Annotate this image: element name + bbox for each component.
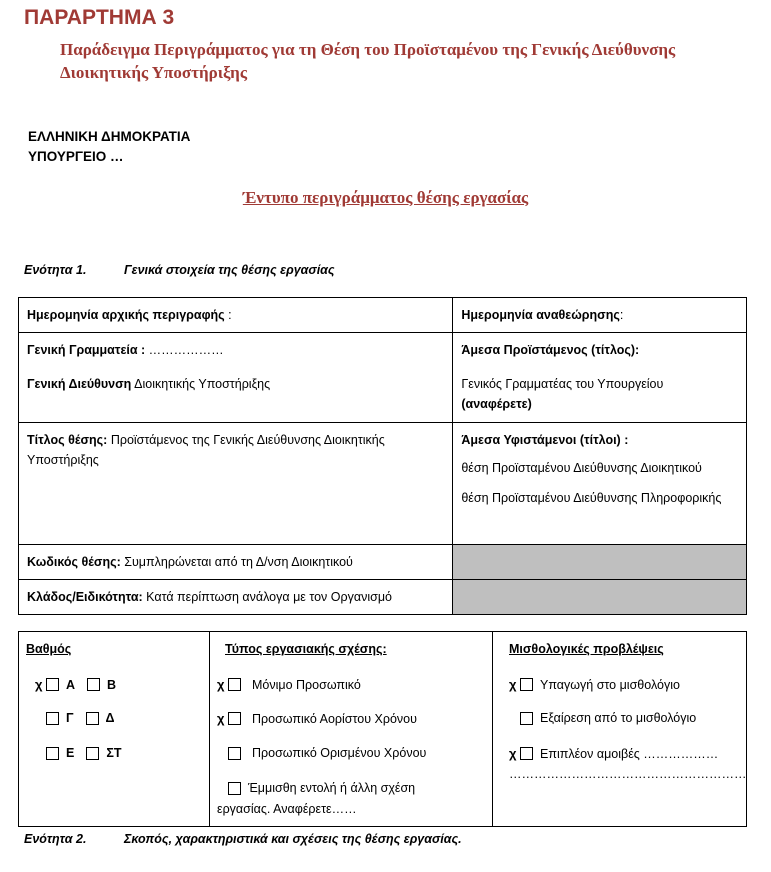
position-code-cell bbox=[19, 545, 453, 580]
employment-option-4 bbox=[217, 781, 415, 795]
subordinate-2: θέση Προϊσταμένου Διεύθυνσης Πληροφορικής bbox=[461, 491, 722, 505]
employment-option-1-label: Μόνιμο Προσωπικό bbox=[252, 677, 361, 692]
salary-option-1-checkbox[interactable] bbox=[520, 678, 533, 691]
initial-date-colon: : bbox=[224, 308, 232, 322]
review-date-cell bbox=[453, 298, 747, 333]
grade-d-checkbox[interactable] bbox=[86, 712, 99, 725]
subordinate-1: θέση Προϊσταμένου Διεύθυνσης Διοικητικού bbox=[461, 461, 702, 475]
general-directorate-label: Γενική Διεύθυνση bbox=[27, 377, 132, 391]
salary-option-2-label: Εξαίρεση από το μισθολόγιο bbox=[540, 711, 697, 725]
subordinates-label: Άμεσα Υφιστάμενοι (τίτλοι) : bbox=[461, 433, 629, 447]
employment-option-2-label: Προσωπικό Αορίστου Χρόνου bbox=[252, 711, 417, 726]
general-secretariat-label: Γενική Γραμματεία : bbox=[27, 343, 146, 357]
section-2-heading bbox=[24, 832, 462, 846]
employment-option-4-continued: εργασίας. Αναφέρετε…… bbox=[217, 802, 357, 816]
employment-option-3 bbox=[217, 746, 426, 760]
grade-row-2 bbox=[35, 711, 127, 725]
salary-option-2 bbox=[509, 711, 696, 725]
document-subtitle: Παράδειγμα Περιγράμματος για τη Θέση του Προϊσταμένου της Γενικής Διεύθυνσης Διοικητικής Υποστήριξης bbox=[60, 40, 676, 82]
grade-a-checkbox[interactable] bbox=[46, 678, 59, 691]
review-date-colon: : bbox=[619, 308, 624, 322]
grade-e-checkbox[interactable] bbox=[46, 747, 59, 760]
branch-cell bbox=[19, 580, 453, 615]
review-date-label: Ημερομηνία αναθεώρησης bbox=[461, 308, 620, 322]
grade-d-label: Δ bbox=[105, 711, 115, 725]
employment-type-heading: Τύπος εργασιακής σχέσης: bbox=[225, 642, 387, 656]
direct-superior-note: (αναφέρετε) bbox=[461, 397, 532, 411]
branch-value: Κατά περίπτωση ανάλογα με τον Οργανισμό bbox=[142, 590, 392, 604]
employment-option-4-checkbox[interactable] bbox=[228, 782, 241, 795]
employment-option-1-check-mark: χ bbox=[217, 677, 225, 692]
employment-option-1 bbox=[217, 677, 361, 692]
general-directorate-value: Διοικητικής Υποστήριξης bbox=[131, 377, 271, 391]
section-1-title: Γενικά στοιχεία της θέσης εργασίας bbox=[124, 263, 335, 277]
branch-label: Κλάδος/Ειδικότητα: bbox=[27, 590, 143, 604]
salary-option-3-checkbox[interactable] bbox=[520, 747, 533, 760]
ministry-heading: ΥΠΟΥΡΓΕΙΟ … bbox=[28, 149, 124, 164]
employment-option-3-label: Προσωπικό Ορισμένου Χρόνου bbox=[252, 746, 427, 760]
salary-option-3-continued: ………………………………………………… bbox=[509, 767, 747, 781]
employment-option-2 bbox=[217, 711, 417, 726]
salary-option-1-label: Υπαγωγή στο μισθολόγιο bbox=[540, 677, 680, 692]
position-code-shaded-cell bbox=[453, 545, 747, 580]
salary-column bbox=[492, 632, 746, 826]
employment-type-column bbox=[209, 632, 493, 826]
employment-option-4-label: Έμμισθη εντολή ή άλλη σχέση bbox=[248, 781, 416, 795]
employment-option-1-checkbox[interactable] bbox=[228, 678, 241, 691]
initial-date-label: Ημερομηνία αρχικής περιγραφής bbox=[27, 308, 225, 322]
grade-row-1 bbox=[35, 677, 128, 692]
general-info-table bbox=[18, 297, 747, 615]
employment-option-2-checkbox[interactable] bbox=[228, 712, 241, 725]
section-1-heading bbox=[24, 263, 335, 277]
grade-heading: Βαθμός bbox=[26, 642, 72, 656]
employment-option-3-checkbox[interactable] bbox=[228, 747, 241, 760]
position-code-label: Κωδικός θέσης: bbox=[27, 555, 121, 569]
grade-st-label: ΣΤ bbox=[106, 746, 122, 760]
grade-a-label: Α bbox=[66, 677, 76, 692]
grade-st-checkbox[interactable] bbox=[86, 747, 99, 760]
salary-option-3-label: Επιπλέον αμοιβές ……………… bbox=[540, 746, 719, 761]
salary-option-3 bbox=[509, 746, 718, 761]
grade-b-checkbox[interactable] bbox=[87, 678, 100, 691]
salary-heading: Μισθολογικές προβλέψεις bbox=[509, 642, 664, 656]
grade-a-check-mark: χ bbox=[35, 677, 43, 692]
superior-cell bbox=[453, 333, 747, 423]
direct-superior-label: Άμεσα Προϊστάμενος (τίτλος): bbox=[461, 343, 640, 357]
position-title-cell bbox=[19, 423, 453, 545]
section-2-number: Ενότητα 2. bbox=[24, 832, 87, 846]
salary-option-3-check-mark: χ bbox=[509, 746, 517, 761]
grade-b-label: Β bbox=[107, 677, 117, 692]
initial-date-cell bbox=[19, 298, 453, 333]
grade-e-label: Ε bbox=[66, 746, 75, 760]
position-code-value: Συμπληρώνεται από τη Δ/νση Διοικητικού bbox=[120, 555, 353, 569]
direct-superior-value: Γενικός Γραμματέας του Υπουργείου bbox=[461, 377, 664, 391]
position-title-label: Τίτλος θέσης: bbox=[27, 433, 108, 447]
employment-details-table bbox=[18, 631, 747, 827]
grade-g-checkbox[interactable] bbox=[46, 712, 59, 725]
salary-option-1 bbox=[509, 677, 680, 692]
organization-cell bbox=[19, 333, 453, 423]
section-1-number: Ενότητα 1. bbox=[24, 263, 87, 277]
grade-column bbox=[19, 632, 209, 826]
salary-option-1-check-mark: χ bbox=[509, 677, 517, 692]
salary-option-2-checkbox[interactable] bbox=[520, 712, 533, 725]
subordinates-cell bbox=[453, 423, 747, 545]
annex-title: ΠΑΡΑΡΤΗΜΑ 3 bbox=[24, 6, 175, 29]
form-title: Έντυπο περιγράμματος θέσης εργασίας bbox=[242, 188, 529, 207]
grade-row-3 bbox=[35, 746, 133, 760]
branch-shaded-cell bbox=[453, 580, 747, 615]
general-secretariat-value: ……………… bbox=[145, 343, 224, 357]
position-title-value: Προϊστάμενος της Γενικής Διεύθυνσης Διοικητικής Υποστήριξης bbox=[27, 433, 385, 467]
grade-g-label: Γ bbox=[66, 711, 74, 725]
employment-option-2-check-mark: χ bbox=[217, 711, 225, 726]
republic-heading: ΕΛΛΗΝΙΚΗ ΔΗΜΟΚΡΑΤΙΑ bbox=[28, 129, 191, 144]
section-2-title: Σκοπός, χαρακτηριστικά και σχέσεις της θέσης εργασίας. bbox=[124, 832, 462, 846]
